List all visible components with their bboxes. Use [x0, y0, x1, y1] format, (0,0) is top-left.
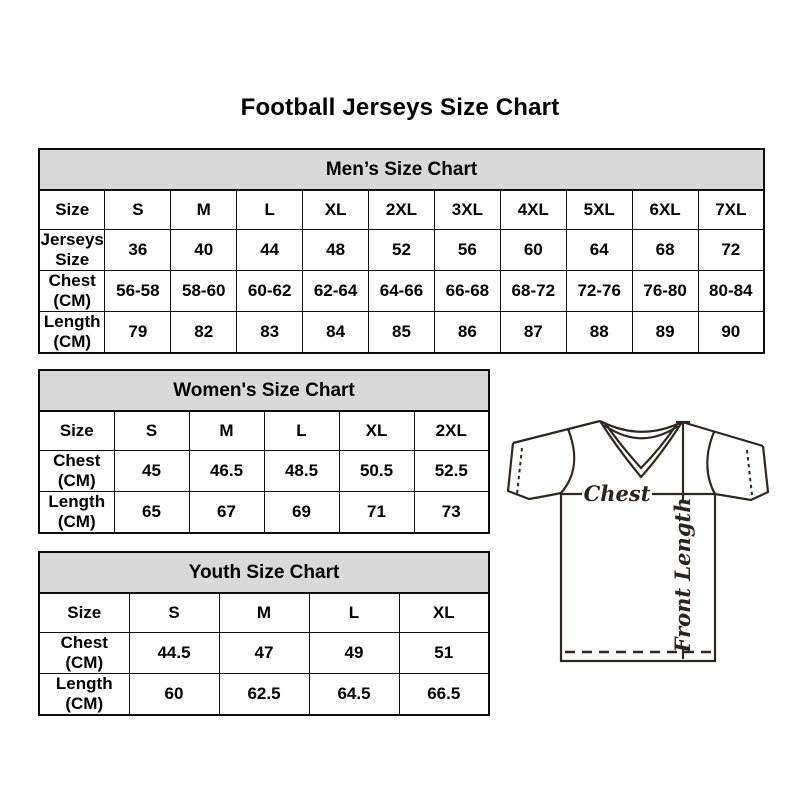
value-cell: 88: [566, 312, 632, 354]
womens-size-table: [38, 369, 490, 534]
value-cell: 7XL: [698, 190, 764, 230]
table-row: [39, 593, 489, 633]
front-length-measure-label: Front Length: [670, 497, 695, 653]
value-cell: 2XL: [369, 190, 435, 230]
value-cell: 84: [303, 312, 369, 354]
value-cell: L: [237, 190, 303, 230]
mens-size-table: [38, 148, 765, 354]
table-title: Men’s Size Chart: [39, 149, 764, 190]
value-cell: 46.5: [189, 451, 264, 492]
value-cell: 52.5: [414, 451, 489, 492]
table-header-row: [39, 552, 489, 593]
value-cell: 64-66: [369, 271, 435, 312]
value-cell: 79: [105, 312, 171, 354]
value-cell: 72-76: [566, 271, 632, 312]
value-cell: M: [219, 593, 309, 633]
table-header-row: [39, 370, 489, 411]
youth-size-table: [38, 551, 490, 716]
value-cell: 45: [114, 451, 189, 492]
value-cell: L: [264, 411, 339, 451]
row-label-cell: Length (CM): [39, 674, 129, 716]
table-row: [39, 312, 764, 354]
value-cell: 3XL: [434, 190, 500, 230]
value-cell: 60: [129, 674, 219, 716]
value-cell: 89: [632, 312, 698, 354]
table-row: [39, 190, 764, 230]
row-label-cell: Length (CM): [39, 312, 105, 354]
jersey-cuff-stitch-icon: [517, 448, 522, 494]
value-cell: 36: [105, 230, 171, 271]
value-cell: 40: [171, 230, 237, 271]
value-cell: 2XL: [414, 411, 489, 451]
value-cell: 48: [303, 230, 369, 271]
value-cell: XL: [399, 593, 489, 633]
value-cell: 52: [369, 230, 435, 271]
value-cell: 87: [500, 312, 566, 354]
value-cell: 49: [309, 633, 399, 674]
value-cell: 56: [434, 230, 500, 271]
row-label-cell: Size: [39, 190, 105, 230]
value-cell: 71: [339, 492, 414, 534]
jersey-cuff-stitch-icon: [747, 450, 752, 495]
table-row: [39, 230, 764, 271]
value-cell: 48.5: [264, 451, 339, 492]
value-cell: 56-58: [105, 271, 171, 312]
table-row: [39, 271, 764, 312]
value-cell: 47: [219, 633, 309, 674]
value-cell: S: [105, 190, 171, 230]
value-cell: 73: [414, 492, 489, 534]
value-cell: 5XL: [566, 190, 632, 230]
row-label-cell: Size: [39, 593, 129, 633]
value-cell: 50.5: [339, 451, 414, 492]
table-header-row: [39, 149, 764, 190]
value-cell: 86: [434, 312, 500, 354]
row-label-cell: Chest (CM): [39, 633, 129, 674]
value-cell: 82: [171, 312, 237, 354]
row-label-cell: Chest (CM): [39, 451, 114, 492]
jersey-measurement-diagram: [505, 412, 775, 674]
page-title: Football Jerseys Size Chart: [240, 94, 560, 121]
value-cell: XL: [339, 411, 414, 451]
value-cell: 80-84: [698, 271, 764, 312]
jersey-sleeve-icon: [508, 443, 561, 499]
jersey-armhole-icon: [707, 432, 715, 494]
value-cell: 69: [264, 492, 339, 534]
row-label-cell: Jerseys Size: [40, 230, 104, 269]
value-cell: 83: [237, 312, 303, 354]
table-title: Youth Size Chart: [39, 552, 489, 593]
jersey-sleeve-icon: [715, 446, 768, 500]
value-cell: 60: [500, 230, 566, 271]
table-row: [39, 633, 489, 674]
value-cell: XL: [303, 190, 369, 230]
value-cell: M: [171, 190, 237, 230]
table-row: [39, 451, 489, 492]
table-row: [39, 411, 489, 451]
value-cell: 68-72: [500, 271, 566, 312]
value-cell: 64: [566, 230, 632, 271]
table-row: [39, 492, 489, 534]
value-cell: 44.5: [129, 633, 219, 674]
value-cell: 60-62: [237, 271, 303, 312]
row-label-cell: Length (CM): [39, 492, 114, 534]
value-cell: 44: [237, 230, 303, 271]
value-cell: 62.5: [219, 674, 309, 716]
jersey-shoulder-icon: [682, 422, 763, 446]
value-cell: S: [114, 411, 189, 451]
value-cell: L: [309, 593, 399, 633]
value-cell: 90: [698, 312, 764, 354]
value-cell: 76-80: [632, 271, 698, 312]
value-cell: S: [129, 593, 219, 633]
value-cell: 58-60: [171, 271, 237, 312]
value-cell: 66.5: [399, 674, 489, 716]
value-cell: 4XL: [500, 190, 566, 230]
value-cell: 51: [399, 633, 489, 674]
jersey-shoulder-icon: [513, 421, 600, 443]
chest-measure-label: Chest: [583, 481, 651, 506]
value-cell: 72: [698, 230, 764, 271]
value-cell: 67: [189, 492, 264, 534]
row-label-cell: Size: [39, 411, 114, 451]
value-cell: 62-64: [303, 271, 369, 312]
value-cell: 65: [114, 492, 189, 534]
value-cell: 64.5: [309, 674, 399, 716]
value-cell: 6XL: [632, 190, 698, 230]
table-row: [39, 674, 489, 716]
value-cell: 66-68: [434, 271, 500, 312]
value-cell: 85: [369, 312, 435, 354]
value-cell: M: [189, 411, 264, 451]
row-label-cell: Chest (CM): [39, 271, 105, 312]
jersey-armhole-icon: [561, 429, 574, 493]
value-cell: 68: [632, 230, 698, 271]
table-title: Women's Size Chart: [39, 370, 489, 411]
